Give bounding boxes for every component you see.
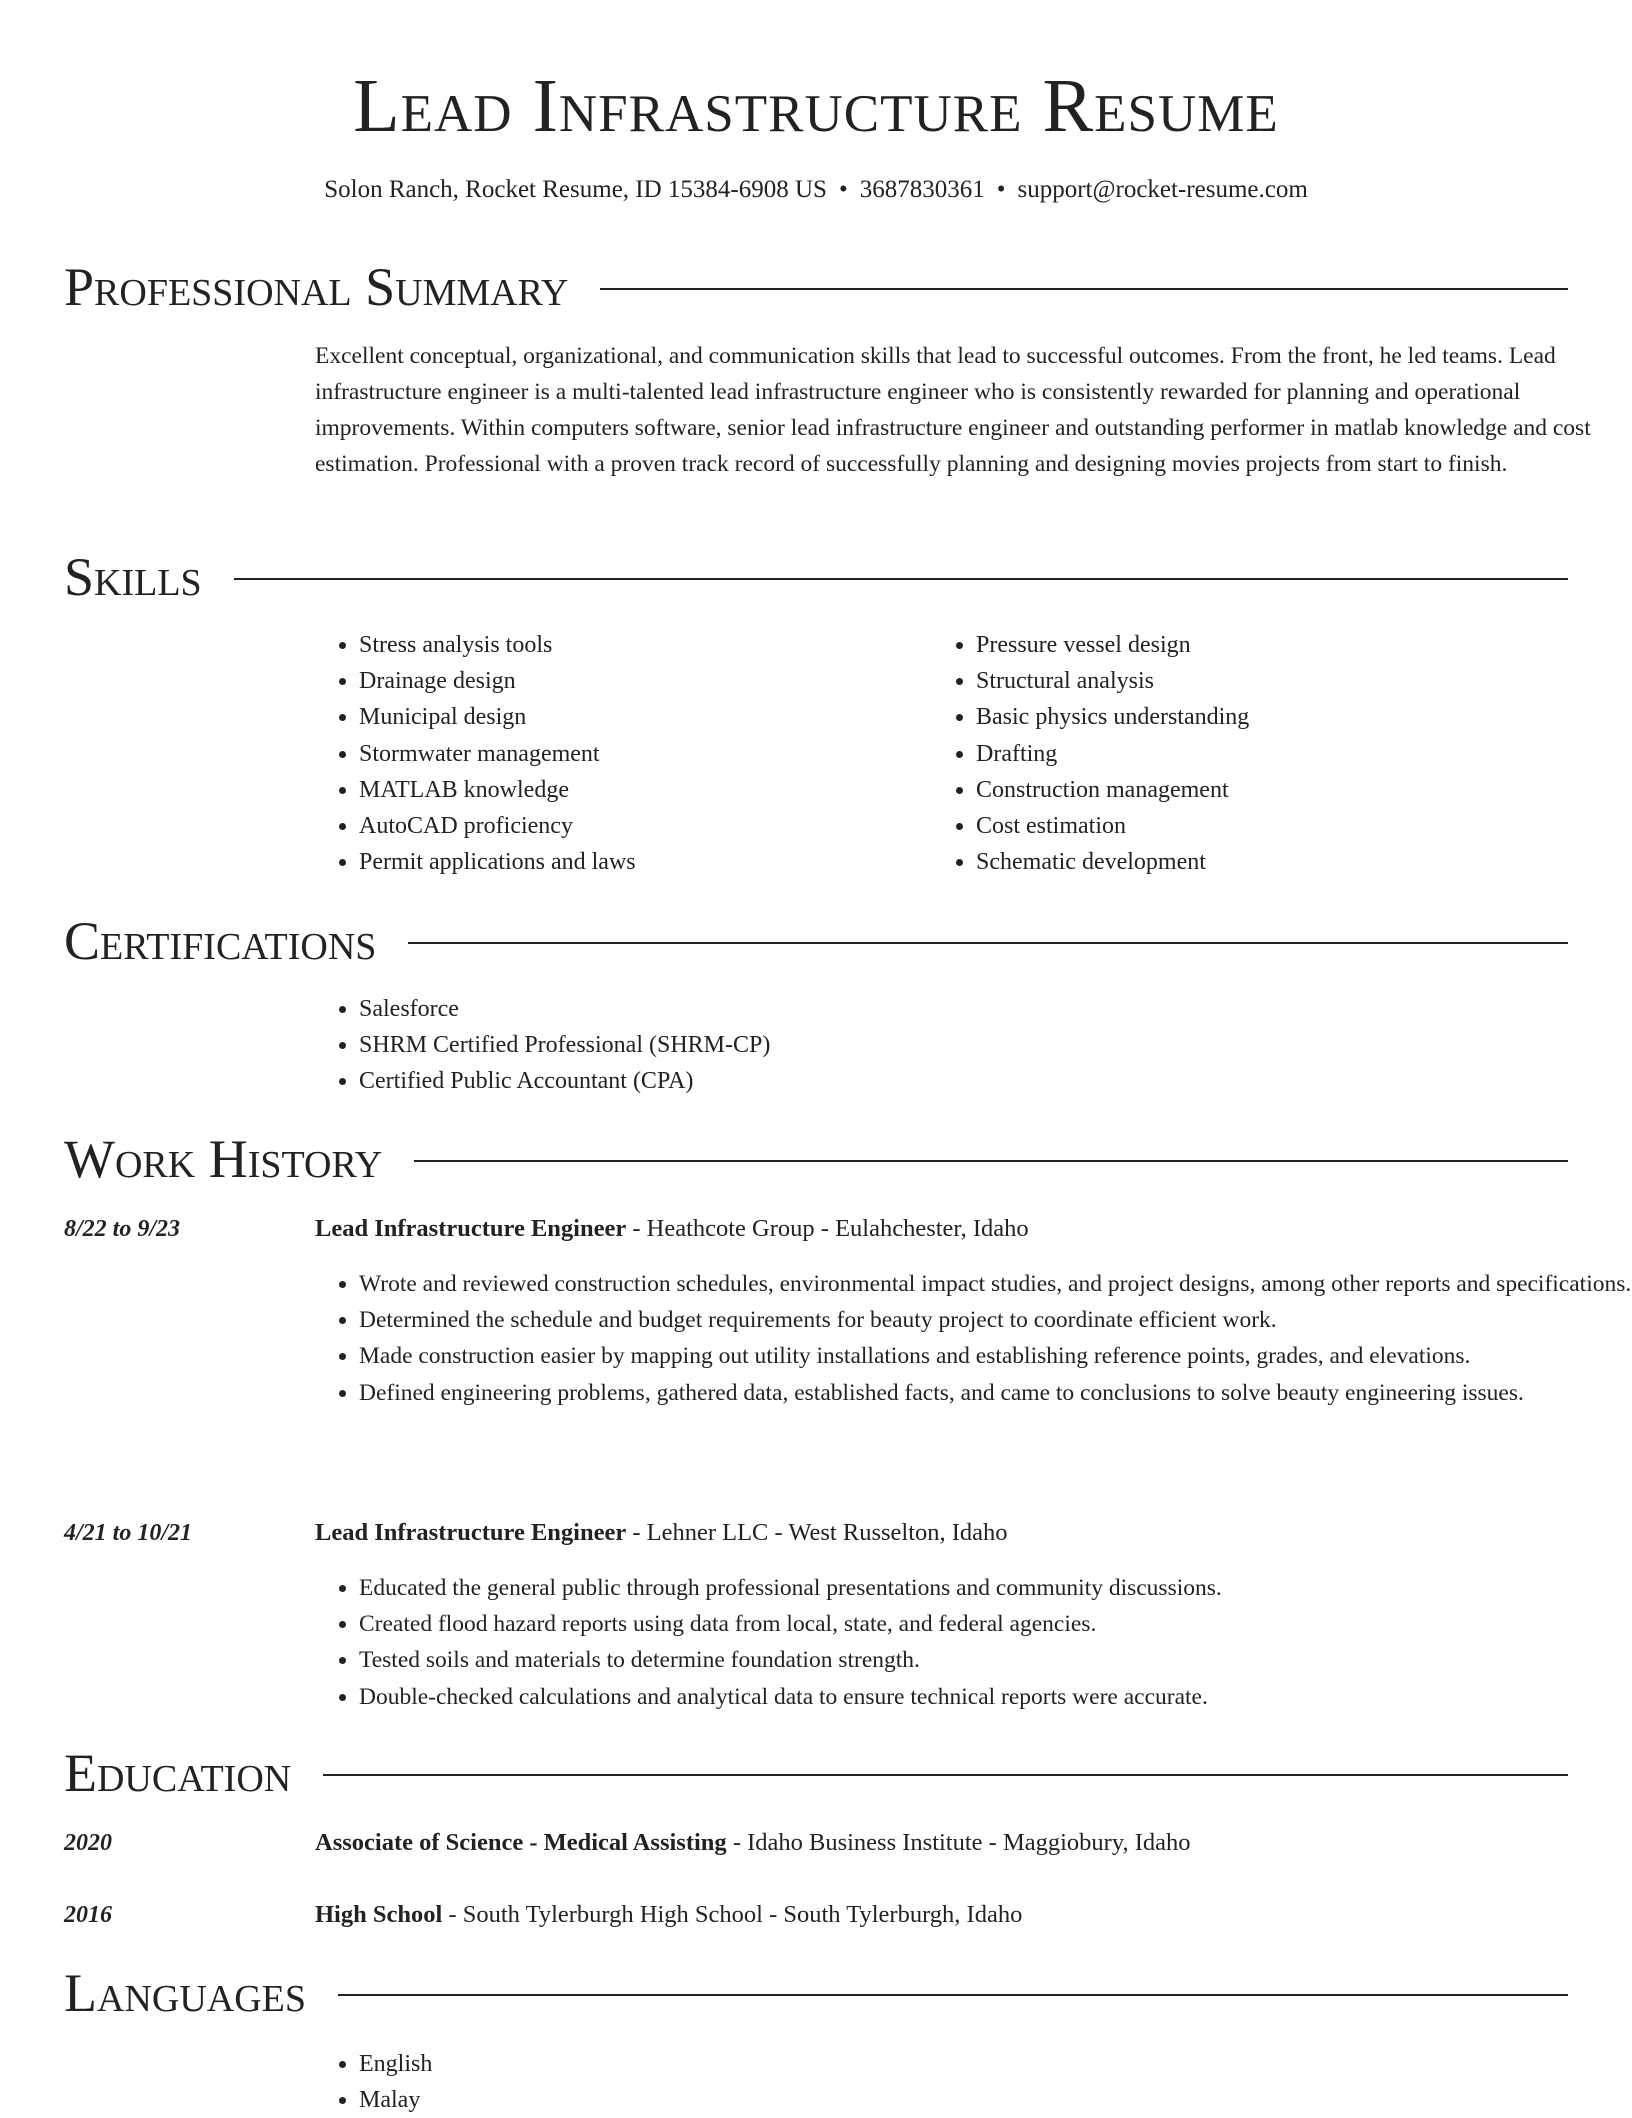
skill-item: • Municipal design xyxy=(359,699,915,735)
resume-title: Lead Infrastructure Resume xyxy=(353,64,1279,148)
section-header-languages xyxy=(64,1961,1568,2025)
skill-item: • Permit applications and laws xyxy=(359,844,915,880)
job-bullet: • Created flood hazard reports using data from local, state, and federal agencies. xyxy=(359,1606,1632,1642)
education-degree: High School xyxy=(315,1901,443,1928)
education-year: 2016 xyxy=(64,1902,112,1928)
job-bullet: • Tested soils and materials to determine foundation strength. xyxy=(359,1642,1632,1678)
skill-item: • Construction management xyxy=(976,772,1532,808)
section-header-skills xyxy=(64,545,1568,609)
certification-item: • SHRM Certified Professional (SHRM-CP) xyxy=(359,1027,1515,1063)
education-school: - Idaho Business Institute - Maggiobury, Idaho xyxy=(726,1829,1191,1856)
job-bullet: • Wrote and reviewed construction schedules, environmental impact studies, and project designs, among other reports and specifications. xyxy=(359,1266,1632,1302)
skill-item: • AutoCAD proficiency xyxy=(359,808,915,844)
section-divider xyxy=(414,1160,1568,1162)
contact-email: support@rocket-resume.com xyxy=(1017,176,1308,203)
skill-item: • MATLAB knowledge xyxy=(359,772,915,808)
skill-item: • Stormwater management xyxy=(359,736,915,772)
certifications-list xyxy=(315,991,1515,1100)
job-bullets xyxy=(315,1266,1632,1411)
contact-phone: 3687830361 xyxy=(859,176,985,203)
job-employer: - Lehner LLC - West Russelton, Idaho xyxy=(626,1519,1008,1546)
contact-line xyxy=(64,172,1568,208)
skill-item: • Stress analysis tools xyxy=(359,627,915,663)
contact-address: Solon Ranch, Rocket Resume, ID 15384-6908 US xyxy=(324,176,827,203)
job-bullet: • Determined the schedule and budget requirements for beauty project to coordinate efficient work. xyxy=(359,1302,1632,1338)
section-divider xyxy=(408,942,1568,944)
skill-item: • Pressure vessel design xyxy=(976,627,1532,663)
job-bullet: • Educated the general public through professional presentations and community discussions. xyxy=(359,1570,1632,1606)
skills-column-left xyxy=(315,627,915,880)
skill-item: • Schematic development xyxy=(976,844,1532,880)
section-divider xyxy=(338,1994,1568,1996)
contact-separator: • xyxy=(996,176,1006,203)
section-divider xyxy=(234,578,1568,580)
job-bullets xyxy=(315,1570,1632,1715)
section-header-education xyxy=(64,1741,1568,1805)
section-header-summary xyxy=(64,255,1568,319)
section-title-certifications: Certifications xyxy=(64,911,377,971)
section-divider xyxy=(600,288,1568,290)
job-dates: 8/22 to 9/23 xyxy=(64,1216,181,1242)
education-entry xyxy=(315,1897,1022,1933)
language-item: • Malay xyxy=(359,2082,915,2118)
section-header-certifications xyxy=(64,909,1568,973)
section-title-work-history: Work History xyxy=(64,1129,383,1189)
skills-column-right xyxy=(932,627,1532,880)
education-degree: Associate of Science - Medical Assisting xyxy=(315,1829,727,1856)
certification-item: • Certified Public Accountant (CPA) xyxy=(359,1063,1515,1099)
contact-separator: • xyxy=(838,176,848,203)
language-item: • English xyxy=(359,2046,915,2082)
section-title-summary: Professional Summary xyxy=(64,257,569,317)
education-school: - South Tylerburgh High School - South Tylerburgh, Idaho xyxy=(442,1901,1023,1928)
job-dates: 4/21 to 10/21 xyxy=(64,1520,193,1546)
section-title-education: Education xyxy=(64,1743,292,1803)
section-title-skills: Skills xyxy=(64,547,202,607)
job-bullet: • Double-checked calculations and analytical data to ensure technical reports were accurate. xyxy=(359,1679,1632,1715)
job-title: Lead Infrastructure Engineer xyxy=(315,1519,627,1546)
skill-item: • Structural analysis xyxy=(976,663,1532,699)
skill-item: • Drafting xyxy=(976,736,1532,772)
job-bullet: • Made construction easier by mapping out utility installations and establishing reference points, grades, and elevations. xyxy=(359,1338,1632,1374)
languages-list xyxy=(315,2046,915,2118)
job-bullet: • Defined engineering problems, gathered data, established facts, and came to conclusions to solve beauty engineering issues. xyxy=(359,1375,1632,1411)
section-header-work-history xyxy=(64,1127,1568,1191)
job-heading xyxy=(315,1211,1029,1247)
skill-item: • Basic physics understanding xyxy=(976,699,1532,735)
job-employer: - Heathcote Group - Eulahchester, Idaho xyxy=(626,1215,1029,1242)
skill-item: • Drainage design xyxy=(359,663,915,699)
job-heading xyxy=(315,1515,1008,1551)
education-year: 2020 xyxy=(64,1830,112,1856)
job-title: Lead Infrastructure Engineer xyxy=(315,1215,627,1242)
certification-item: • Salesforce xyxy=(359,991,1515,1027)
education-entry xyxy=(315,1825,1191,1861)
skill-item: • Cost estimation xyxy=(976,808,1532,844)
section-title-languages: Languages xyxy=(64,1963,306,2023)
section-divider xyxy=(323,1774,1568,1776)
summary-text: Excellent conceptual, organizational, and communication skills that lead to successful outcomes. From the front, he led teams. Lead infrastructure engineer is a multi-talented lead infrastructure engineer who is consistently rewarded for planning and operational improvements. Within computers software, senior lead infrastructure engineer and outstanding performer in matlab knowledge and cost estimation. Professional with a proven track record of successfully planning and designing movies projects from start to finish. xyxy=(315,343,1591,477)
